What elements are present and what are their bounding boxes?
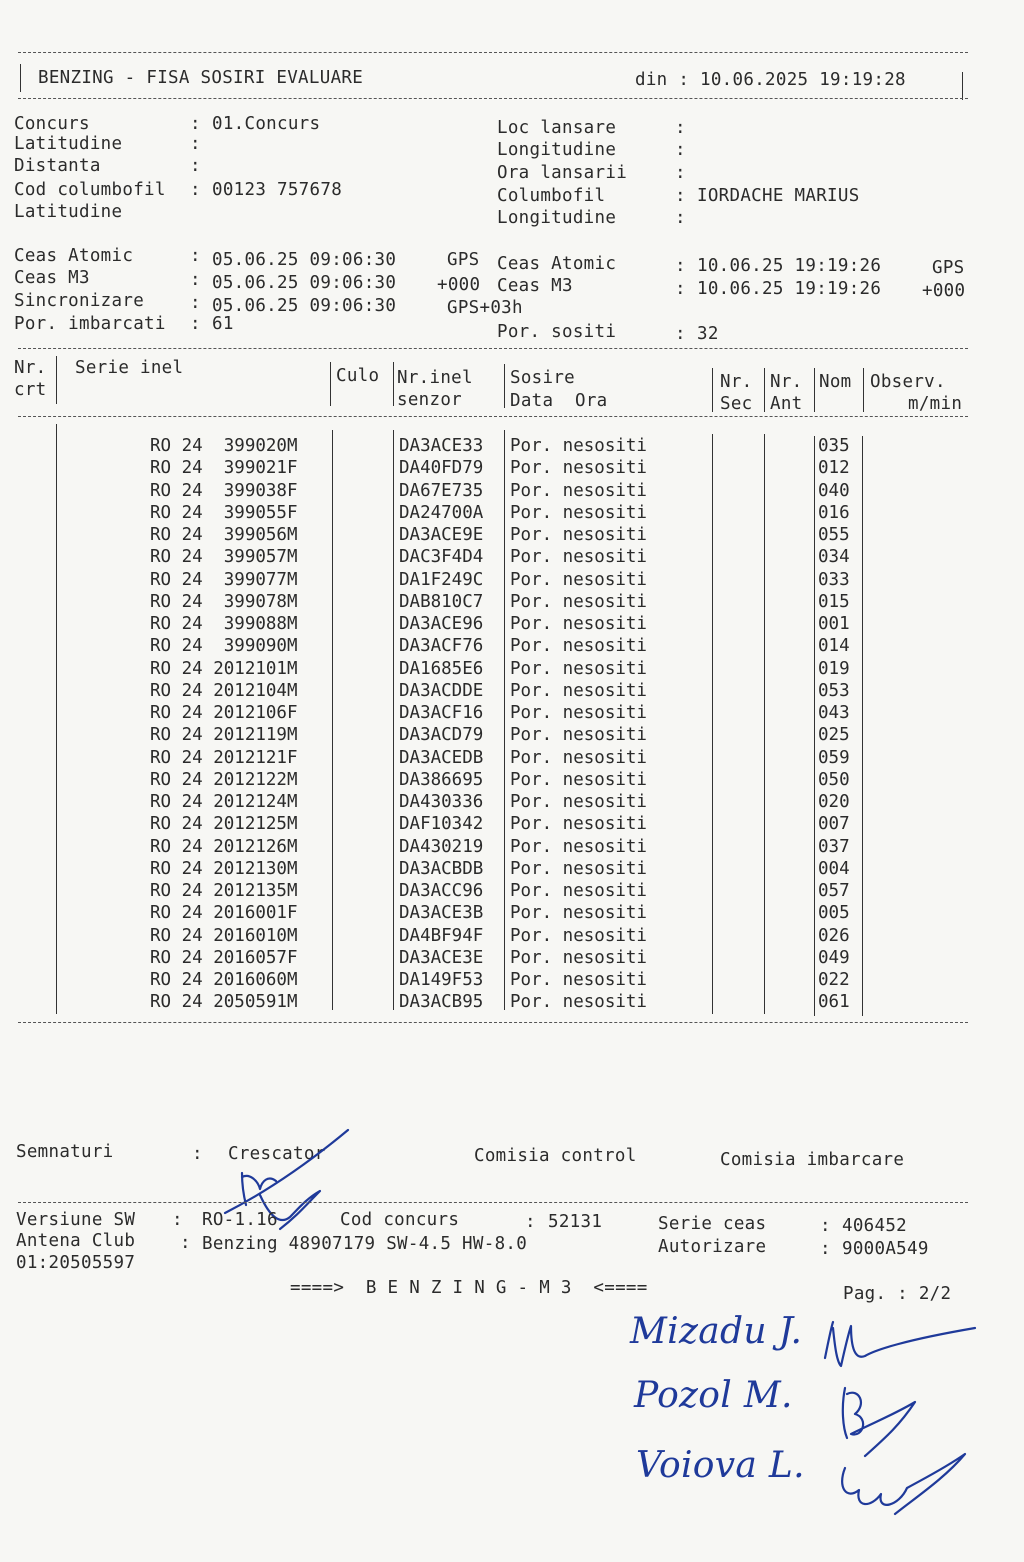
offset-tag: +000 [437, 275, 481, 295]
table-row [0, 702, 1024, 724]
cell-sosire: Por. nesositi [510, 814, 647, 835]
brand-line: ====> B E N Z I N G - M 3 <==== [290, 1278, 648, 1298]
cell-serie-inel: RO 24 399020M [150, 436, 298, 456]
cell-serie-inel: RO 24 2012122M [150, 769, 298, 790]
table-row [0, 769, 1024, 791]
ceas-m3-value-right: 10.06.25 19:19:26 [697, 279, 882, 299]
cell-nom: 053 [818, 680, 850, 701]
cell-nom: 034 [818, 547, 850, 568]
colon: : [525, 1212, 536, 1232]
ceas-m3-value: 05.06.25 09:06:30 [212, 273, 397, 293]
divider [863, 368, 864, 412]
por-sositi-value: 32 [697, 324, 719, 344]
table-row [0, 569, 1024, 591]
table-row [0, 925, 1024, 947]
cell-sosire: Por. nesositi [510, 480, 647, 501]
cell-sosire: Por. nesositi [510, 903, 647, 924]
cell-nom: 022 [818, 970, 850, 990]
table-row [0, 724, 1024, 746]
divider [56, 356, 57, 404]
separator-top [18, 52, 968, 53]
latitudine-label: Latitudine [14, 134, 123, 154]
cell-sosire: Por. nesositi [510, 636, 647, 657]
table-row [0, 613, 1024, 635]
por-sositi-label: Por. sositi [497, 322, 617, 342]
cell-nom: 057 [818, 881, 850, 901]
cell-sosire: Por. nesositi [510, 658, 647, 679]
gps-offset-tag: GPS+03h [447, 298, 523, 318]
cell-nom: 004 [818, 858, 850, 879]
colon: : [180, 1233, 191, 1253]
comisia-control-label: Comisia control [474, 1146, 637, 1166]
col-senzor: senzor [397, 390, 463, 410]
cell-senzor: DAF10342 [399, 814, 484, 835]
cell-serie-inel: RO 24 2016057F [150, 947, 298, 968]
colon: : [675, 324, 686, 344]
cell-nom: 059 [818, 747, 850, 768]
cell-nom: 014 [818, 636, 850, 657]
divider [393, 362, 394, 406]
cell-nom: 020 [818, 792, 850, 812]
colon: : [172, 1210, 183, 1230]
cell-sosire: Por. nesositi [510, 881, 647, 901]
table-row [0, 435, 1024, 457]
ceas-atomic-label: Ceas Atomic [14, 246, 134, 266]
table-row [0, 457, 1024, 479]
col-observ: Observ. [870, 372, 946, 392]
table-row [0, 658, 1024, 680]
loc-lansare-label: Loc lansare [497, 118, 617, 138]
concurs-label: Concurs [14, 114, 90, 134]
crescator-label: Crescator [228, 1144, 326, 1164]
cell-serie-inel: RO 24 399021F [150, 458, 298, 479]
cell-nom: 055 [818, 525, 850, 545]
cell-serie-inel: RO 24 2012126M [150, 836, 298, 857]
cell-sosire: Por. nesositi [510, 436, 647, 456]
colon: : [675, 118, 686, 138]
cell-nom: 026 [818, 925, 850, 946]
colon: : [675, 140, 686, 160]
col-sosire: Sosire [510, 368, 576, 388]
divider [712, 368, 713, 412]
cell-serie-inel: RO 24 399077M [150, 569, 298, 590]
cell-serie-inel: RO 24 399057M [150, 547, 298, 568]
cell-sosire: Por. nesositi [510, 569, 647, 590]
cell-senzor: DA3ACE9E [399, 525, 484, 545]
cell-nom: 015 [818, 591, 850, 612]
cell-nom: 012 [818, 458, 850, 479]
colon: : [192, 1144, 203, 1164]
colon: : [820, 1239, 831, 1259]
cell-serie-inel: RO 24 399090M [150, 636, 298, 657]
cell-senzor: DA3ACEDB [399, 747, 484, 768]
col-nr-sec: Nr. [720, 372, 753, 392]
cell-senzor: DA3ACE3E [399, 947, 484, 968]
cell-sosire: Por. nesositi [510, 614, 647, 634]
table-row [0, 680, 1024, 702]
cell-senzor: DA149F53 [399, 970, 484, 990]
cell-sosire: Por. nesositi [510, 947, 647, 968]
handwritten-name-3: Voiova L. [636, 1445, 805, 1486]
handwritten-name-1: Mizadu J. [630, 1311, 803, 1352]
table-row [0, 858, 1024, 880]
versiune-label: Versiune SW [16, 1210, 136, 1230]
cell-serie-inel: RO 24 2012101M [150, 658, 298, 679]
cell-serie-inel: RO 24 2016060M [150, 970, 298, 990]
gps-tag: GPS [447, 250, 480, 270]
cell-senzor: DA24700A [399, 502, 484, 523]
cell-serie-inel: RO 24 399088M [150, 614, 298, 634]
cell-nom: 061 [818, 992, 850, 1013]
separator-table-header [18, 416, 968, 417]
distanta-label: Distanta [14, 156, 101, 176]
cell-nom: 050 [818, 769, 850, 790]
colon: : [675, 163, 686, 183]
antena-value: Benzing 48907179 SW-4.5 HW-8.0 [202, 1234, 528, 1254]
col-m-min: m/min [908, 394, 963, 414]
ceas-atomic-value-right: 10.06.25 19:19:26 [697, 256, 882, 276]
serie-ceas-value: 406452 [842, 1216, 908, 1236]
separator-table-end [18, 1022, 968, 1023]
table-row [0, 546, 1024, 568]
ceas-atomic-label-right: Ceas Atomic [497, 254, 617, 274]
table-row [0, 969, 1024, 991]
colon: : [675, 208, 686, 228]
cell-sosire: Por. nesositi [510, 525, 647, 545]
cell-serie-inel: RO 24 2012124M [150, 792, 298, 812]
columbofil-label: Columbofil [497, 186, 606, 206]
cell-sosire: Por. nesositi [510, 703, 647, 723]
offset-tag-right: +000 [922, 281, 966, 301]
cell-sosire: Por. nesositi [510, 502, 647, 523]
table-row [0, 524, 1024, 546]
cell-serie-inel: RO 24 399055F [150, 502, 298, 523]
cod-columbofil-value: 00123 757678 [212, 180, 343, 200]
serie-ceas-label: Serie ceas [658, 1214, 767, 1234]
cell-senzor: DA3ACE33 [399, 436, 484, 456]
cell-senzor: DA430336 [399, 792, 484, 812]
header-right-bar [962, 72, 963, 100]
separator-footer [18, 1202, 968, 1203]
cell-senzor: DA3ACC96 [399, 881, 484, 901]
autorizare-label: Autorizare [658, 1237, 767, 1257]
cell-senzor: DA386695 [399, 769, 484, 790]
cell-senzor: DA3ACE96 [399, 614, 484, 634]
cell-serie-inel: RO 24 2050591M [150, 992, 298, 1013]
cell-senzor: DA430219 [399, 836, 484, 857]
cell-serie-inel: RO 24 399078M [150, 591, 298, 612]
col-serie-inel: Serie inel [75, 358, 184, 378]
colon: : [190, 293, 201, 313]
por-imbarcati-label: Por. imbarcati [14, 314, 166, 334]
cell-serie-inel: RO 24 2016010M [150, 925, 298, 946]
cell-senzor: DA67E735 [399, 480, 484, 501]
cod-concurs-label: Cod concurs [340, 1210, 460, 1230]
cell-nom: 025 [818, 725, 850, 746]
cell-senzor: DA3ACDDE [399, 680, 484, 701]
cell-sosire: Por. nesositi [510, 680, 647, 701]
colon: : [190, 156, 201, 176]
longitudine-label-2: Longitudine [497, 208, 617, 228]
table-row [0, 947, 1024, 969]
cell-nom: 049 [818, 947, 850, 968]
cell-senzor: DA3ACF16 [399, 703, 484, 723]
colon: : [190, 180, 201, 200]
sincronizare-label: Sincronizare [14, 291, 145, 311]
cell-sosire: Por. nesositi [510, 458, 647, 479]
header-left-bar [20, 64, 21, 92]
cell-nom: 019 [818, 658, 850, 679]
cell-nom: 037 [818, 836, 850, 857]
cell-nom: 035 [818, 436, 850, 456]
table-row [0, 635, 1024, 657]
col-nr: Nr. [14, 358, 47, 378]
cell-senzor: DA4BF94F [399, 925, 484, 946]
por-imbarcati-value: 61 [212, 314, 234, 334]
cell-sosire: Por. nesositi [510, 836, 647, 857]
colon: : [675, 186, 686, 206]
col-nom: Nom [819, 372, 852, 392]
cell-serie-inel: RO 24 2012106F [150, 703, 298, 723]
cell-serie-inel: RO 24 2016001F [150, 903, 298, 924]
handwritten-name-2: Pozol M. [634, 1375, 793, 1416]
cell-senzor: DA3ACBDB [399, 858, 484, 879]
cell-sosire: Por. nesositi [510, 769, 647, 790]
cod-columbofil-label: Cod columbofil [14, 180, 166, 200]
cell-senzor: DA3ACD79 [399, 725, 484, 746]
cell-nom: 016 [818, 502, 850, 523]
divider [814, 368, 815, 412]
document-date: din : 10.06.2025 19:19:28 [635, 70, 906, 90]
antena-label: Antena Club [16, 1231, 136, 1251]
cod-concurs-value: 52131 [548, 1212, 603, 1232]
cell-sosire: Por. nesositi [510, 792, 647, 812]
table-row [0, 991, 1024, 1013]
cell-senzor: DA1685E6 [399, 658, 484, 679]
page-number: Pag. : 2/2 [843, 1284, 952, 1304]
divider [330, 362, 331, 406]
table-row [0, 836, 1024, 858]
semnaturi-label: Semnaturi [16, 1142, 114, 1162]
committee-signatures [815, 1318, 985, 1518]
colon: : [190, 246, 201, 266]
cell-serie-inel: RO 24 399038F [150, 480, 298, 501]
col-crt: crt [14, 380, 47, 400]
colon: : [675, 279, 686, 299]
cell-senzor: DA3ACE3B [399, 903, 484, 924]
ceas-m3-label-right: Ceas M3 [497, 276, 573, 296]
cell-sosire: Por. nesositi [510, 725, 647, 746]
colon: : [190, 270, 201, 290]
cell-senzor: DAC3F4D4 [399, 547, 484, 568]
separator-header [18, 98, 968, 99]
col-ant: Ant [770, 394, 803, 414]
colon: : [190, 134, 201, 154]
ora-lansarii-label: Ora lansarii [497, 163, 628, 183]
cell-serie-inel: RO 24 2012119M [150, 725, 298, 746]
table-row [0, 880, 1024, 902]
longitudine-label: Longitudine [497, 140, 617, 160]
col-sec: Sec [720, 394, 753, 414]
table-row [0, 480, 1024, 502]
table-row [0, 902, 1024, 924]
versiune-value: RO-1.16 [202, 1210, 278, 1230]
table-row [0, 791, 1024, 813]
club-id: 01:20505597 [16, 1253, 136, 1273]
table-row [0, 502, 1024, 524]
cell-serie-inel: RO 24 399056M [150, 525, 298, 545]
cell-sosire: Por. nesositi [510, 747, 647, 768]
colon: : [820, 1216, 831, 1236]
cell-nom: 043 [818, 703, 850, 723]
sincronizare-value: 05.06.25 09:06:30 [212, 296, 397, 316]
cell-nom: 033 [818, 569, 850, 590]
cell-sosire: Por. nesositi [510, 925, 647, 946]
cell-senzor: DAB810C7 [399, 591, 484, 612]
gps-tag-right: GPS [932, 258, 965, 278]
cell-sosire: Por. nesositi [510, 547, 647, 568]
cell-serie-inel: RO 24 2012121F [150, 747, 298, 768]
comisia-imbarcare-label: Comisia imbarcare [720, 1150, 905, 1170]
cell-senzor: DA3ACB95 [399, 992, 484, 1013]
col-culo: Culo [336, 366, 380, 386]
cell-serie-inel: RO 24 2012125M [150, 814, 298, 835]
table-row [0, 813, 1024, 835]
autorizare-value: 9000A549 [842, 1239, 929, 1259]
cell-senzor: DA3ACF76 [399, 636, 484, 657]
col-nr-ant: Nr. [770, 372, 803, 392]
separator-clocks [18, 348, 968, 349]
col-data-ora: Data Ora [510, 391, 608, 411]
table-row [0, 591, 1024, 613]
cell-serie-inel: RO 24 2012135M [150, 881, 298, 901]
cell-nom: 007 [818, 814, 850, 835]
columbofil-value: IORDACHE MARIUS [697, 186, 860, 206]
divider [504, 364, 505, 408]
concurs-value: 01.Concurs [212, 114, 321, 134]
cell-sosire: Por. nesositi [510, 858, 647, 879]
cell-nom: 005 [818, 903, 850, 924]
table-row [0, 747, 1024, 769]
cell-sosire: Por. nesositi [510, 970, 647, 990]
col-nr-inel: Nr.inel [397, 368, 473, 388]
colon: : [675, 256, 686, 276]
colon: : [190, 114, 201, 134]
cell-senzor: DA1F249C [399, 569, 484, 590]
latitudine-label-2: Latitudine [14, 202, 123, 222]
ceas-m3-label: Ceas M3 [14, 268, 90, 288]
cell-senzor: DA40FD79 [399, 458, 484, 479]
cell-serie-inel: RO 24 2012104M [150, 680, 298, 701]
divider [764, 368, 765, 412]
cell-nom: 040 [818, 480, 850, 501]
cell-nom: 001 [818, 614, 850, 634]
document-title: BENZING - FISA SOSIRI EVALUARE [38, 68, 364, 88]
cell-sosire: Por. nesositi [510, 992, 647, 1013]
cell-serie-inel: RO 24 2012130M [150, 858, 298, 879]
colon: : [190, 314, 201, 334]
ceas-atomic-value: 05.06.25 09:06:30 [212, 250, 397, 270]
cell-sosire: Por. nesositi [510, 591, 647, 612]
